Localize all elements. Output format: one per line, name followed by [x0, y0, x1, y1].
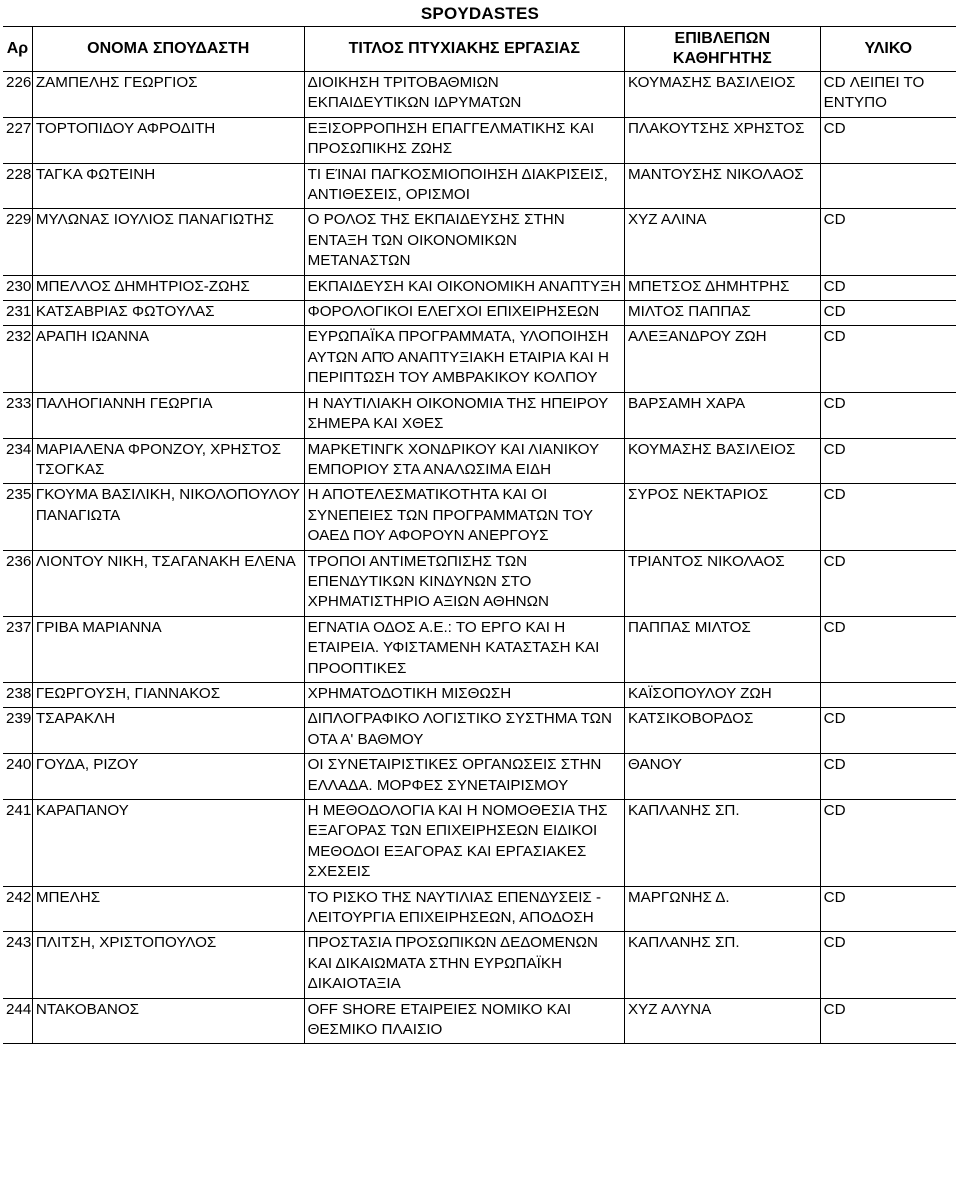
cell-material: CD — [820, 117, 956, 163]
cell-thesis-title: Η ΝΑΥΤΙΛΙΑΚΗ ΟΙΚΟΝΟΜΙΑ ΤΗΣ ΗΠΕΙΡΟΥ ΣΗΜΕΡΑ ΚΑΙ ΧΘΕΣ — [304, 392, 624, 438]
cell-no: 241 — [3, 800, 32, 887]
table-row — [3, 438, 956, 484]
cell-student-name: ΓΟΥΔΑ, ΡΙΖΟΥ — [32, 754, 304, 800]
cell-thesis-title: ΕΞΙΣΟΡΡΟΠΗΣΗ ΕΠΑΓΓΕΛΜΑΤΙΚΗΣ ΚΑΙ ΠΡΟΣΩΠΙΚΗΣ ΖΩΗΣ — [304, 117, 624, 163]
cell-supervisor: ΣΥΡΟΣ ΝΕΚΤΑΡΙΟΣ — [624, 484, 820, 550]
cell-thesis-title: ΕΚΠΑΙΔΕΥΣΗ ΚΑΙ ΟΙΚΟΝΟΜΙΚΗ ΑΝΑΠΤΥΞΗ — [304, 275, 624, 300]
table-row — [3, 754, 956, 800]
cell-supervisor: ΚΑΠΛΑΝΗΣ ΣΠ. — [624, 932, 820, 998]
table-row — [3, 886, 956, 932]
table-row — [3, 326, 956, 392]
cell-material: CD — [820, 998, 956, 1044]
cell-student-name: ΓΕΩΡΓΟΥΣΗ, ΓΙΑΝΝΑΚΟΣ — [32, 682, 304, 707]
cell-thesis-title: ΜΑΡΚΕΤΙΝΓΚ ΧΟΝΔΡΙΚΟΥ ΚΑΙ ΛΙΑΝΙΚΟΥ ΕΜΠΟΡΙΟΥ ΣΤΑ ΑΝΑΛΩΣΙΜΑ ΕΙΔΗ — [304, 438, 624, 484]
table-row — [3, 72, 956, 118]
thesis-table — [3, 26, 956, 1044]
cell-thesis-title: ΤΡΟΠΟΙ ΑΝΤΙΜΕΤΩΠΙΣΗΣ ΤΩΝ ΕΠΕΝΔΥΤΙΚΩΝ ΚΙΝΔΥΝΩΝ ΣΤΟ ΧΡΗΜΑΤΙΣΤΗΡΙΟ ΑΞΙΩΝ ΑΘΗΝΩΝ — [304, 550, 624, 616]
cell-supervisor: ΠΑΠΠΑΣ ΜΙΛΤΟΣ — [624, 616, 820, 682]
cell-student-name: ΠΛΙΤΣΗ, ΧΡΙΣΤΟΠΟΥΛΟΣ — [32, 932, 304, 998]
cell-supervisor: ΜΙΛΤΟΣ ΠΑΠΠΑΣ — [624, 301, 820, 326]
cell-thesis-title: OFF SHORE ΕΤΑΙΡΕΙΕΣ ΝΟΜΙΚΟ ΚΑΙ ΘΕΣΜΙΚΟ ΠΛΑΙΣΙΟ — [304, 998, 624, 1044]
cell-no: 243 — [3, 932, 32, 998]
cell-supervisor: ΚΟΥΜΑΣΗΣ ΒΑΣΙΛΕΙΟΣ — [624, 438, 820, 484]
cell-thesis-title: ΧΡΗΜΑΤΟΔΟΤΙΚΗ ΜΙΣΘΩΣΗ — [304, 682, 624, 707]
cell-no: 238 — [3, 682, 32, 707]
cell-thesis-title: Η ΜΕΘΟΔΟΛΟΓΙΑ ΚΑΙ Η ΝΟΜΟΘΕΣΙΑ ΤΗΣ ΕΞΑΓΟΡΑΣ ΤΩΝ ΕΠΙΧΕΙΡΗΣΕΩΝ ΕΙΔΙΚΟΙ ΜΕΘΟΔΟΙ ΕΞΑΓΟΡΑΣ ΚΑΙ ΕΡΓΑΣΙΑΚΕΣ ΣΧΕΣΕΙΣ — [304, 800, 624, 887]
cell-thesis-title: ΔΙΠΛΟΓΡΑΦΙΚΟ ΛΟΓΙΣΤΙΚΟ ΣΥΣΤΗΜΑ ΤΩΝ ΟΤΑ Α' ΒΑΘΜΟΥ — [304, 708, 624, 754]
cell-material: CD ΛΕΙΠΕΙ ΤΟ ΕΝΤΥΠΟ — [820, 72, 956, 118]
cell-thesis-title: Ο ΡΟΛΟΣ ΤΗΣ ΕΚΠΑΙΔΕΥΣΗΣ ΣΤΗΝ ΕΝΤΑΞΗ ΤΩΝ ΟΙΚΟΝΟΜΙΚΩΝ ΜΕΤΑΝΑΣΤΩΝ — [304, 209, 624, 275]
cell-material: CD — [820, 301, 956, 326]
table-row — [3, 616, 956, 682]
cell-student-name: ΑΡΑΠΗ ΙΩΑΝΝΑ — [32, 326, 304, 392]
table-row — [3, 301, 956, 326]
cell-student-name: ΚΑΤΣΑΒΡΙΑΣ ΦΩΤΟΥΛΑΣ — [32, 301, 304, 326]
cell-supervisor: ΧΥΖ ΑΛΙΝΑ — [624, 209, 820, 275]
cell-supervisor: ΜΠΕΤΣΟΣ ΔΗΜΗΤΡΗΣ — [624, 275, 820, 300]
table-row — [3, 209, 956, 275]
cell-no: 234 — [3, 438, 32, 484]
cell-no: 231 — [3, 301, 32, 326]
cell-thesis-title: ΟΙ ΣΥΝΕΤΑΙΡΙΣΤΙΚΕΣ ΟΡΓΑΝΩΣΕΙΣ ΣΤΗΝ ΕΛΛΑΔΑ. ΜΟΡΦΕΣ ΣΥΝΕΤΑΙΡΙΣΜΟΥ — [304, 754, 624, 800]
cell-supervisor: ΚΑΠΛΑΝΗΣ ΣΠ. — [624, 800, 820, 887]
cell-material: CD — [820, 438, 956, 484]
cell-supervisor: ΜΑΝΤΟΥΣΗΣ ΝΙΚΟΛΑΟΣ — [624, 163, 820, 209]
cell-no: 228 — [3, 163, 32, 209]
cell-thesis-title: ΕΥΡΩΠΑΪΚΑ ΠΡΟΓΡΑΜΜΑΤΑ, ΥΛΟΠΟΙΗΣΗ ΑΥΤΩΝ ΑΠΌ ΑΝΑΠΤΥΞΙΑΚΗ ΕΤΑΙΡΙΑ ΚΑΙ Η ΠΕΡΙΠΤΩΣΗ ΤΟΥ ΑΜΒΡΑΚΙΚΟΥ ΚΟΛΠΟΥ — [304, 326, 624, 392]
cell-thesis-title: ΔΙΟΙΚΗΣΗ ΤΡΙΤΟΒΑΘΜΙΩΝ ΕΚΠΑΙΔΕΥΤΙΚΩΝ ΙΔΡΥΜΑΤΩΝ — [304, 72, 624, 118]
cell-supervisor: ΤΡΙΑΝΤΟΣ ΝΙΚΟΛΑΟΣ — [624, 550, 820, 616]
cell-student-name: ΚΑΡΑΠΑΝΟΥ — [32, 800, 304, 887]
table-row — [3, 550, 956, 616]
cell-student-name: ΜΠΕΛΛΟΣ ΔΗΜΗΤΡΙΟΣ-ΖΩΗΣ — [32, 275, 304, 300]
cell-student-name: ΜΠΕΛΗΣ — [32, 886, 304, 932]
cell-no: 232 — [3, 326, 32, 392]
cell-student-name: ΜΥΛΩΝΑΣ ΙΟΥΛΙΟΣ ΠΑΝΑΓΙΩΤΗΣ — [32, 209, 304, 275]
table-row — [3, 163, 956, 209]
cell-student-name: ΜΑΡΙΑΛΕΝΑ ΦΡΟΝΖΟΥ, ΧΡΗΣΤΟΣ ΤΣΟΓΚΑΣ — [32, 438, 304, 484]
cell-student-name: ΝΤΑΚΟΒΑΝΟΣ — [32, 998, 304, 1044]
header-name: ΟΝΟΜΑ ΣΠΟΥΔΑΣΤΗ — [32, 27, 304, 72]
table-row — [3, 932, 956, 998]
cell-material: CD — [820, 754, 956, 800]
table-row — [3, 708, 956, 754]
cell-no: 229 — [3, 209, 32, 275]
cell-supervisor: ΒΑΡΣΑΜΗ ΧΑΡΑ — [624, 392, 820, 438]
cell-material — [820, 163, 956, 209]
cell-student-name: ΤΑΓΚΑ ΦΩΤΕΙΝΗ — [32, 163, 304, 209]
header-title: ΤΙΤΛΟΣ ΠΤΥΧΙΑΚΗΣ ΕΡΓΑΣΙΑΣ — [304, 27, 624, 72]
cell-material: CD — [820, 275, 956, 300]
cell-thesis-title: ΕΓΝΑΤΙΑ ΟΔΟΣ Α.Ε.: ΤΟ ΕΡΓΟ ΚΑΙ Η ΕΤΑΙΡΕΙΑ. ΥΦΙΣΤΑΜΕΝΗ ΚΑΤΑΣΤΑΣΗ ΚΑΙ ΠΡΟΟΠΤΙΚΕΣ — [304, 616, 624, 682]
cell-thesis-title: ΤΟ ΡΙΣΚΟ ΤΗΣ ΝΑΥΤΙΛΙΑΣ ΕΠΕΝΔΥΣΕΙΣ - ΛΕΙΤΟΥΡΓΙΑ ΕΠΙΧΕΙΡΗΣΕΩΝ, ΑΠΟΔΟΣΗ — [304, 886, 624, 932]
cell-supervisor: ΜΑΡΓΩΝΗΣ Δ. — [624, 886, 820, 932]
header-no: Αρ — [3, 27, 32, 72]
cell-material: CD — [820, 209, 956, 275]
cell-student-name: ΠΑΛΗΟΓΙΑΝΝΗ ΓΕΩΡΓΙΑ — [32, 392, 304, 438]
document-title: SPOYDASTES — [420, 4, 540, 23]
cell-supervisor: ΠΛΑΚΟΥΤΣΗΣ ΧΡΗΣΤΟΣ — [624, 117, 820, 163]
cell-supervisor: ΘΑΝΟΥ — [624, 754, 820, 800]
cell-student-name: ΓΡΙΒΑ ΜΑΡΙΑΝΝΑ — [32, 616, 304, 682]
cell-student-name: ΤΟΡΤΟΠΙΔΟΥ ΑΦΡΟΔΙΤΗ — [32, 117, 304, 163]
cell-material: CD — [820, 886, 956, 932]
cell-no: 236 — [3, 550, 32, 616]
cell-no: 242 — [3, 886, 32, 932]
table-row — [3, 998, 956, 1044]
cell-supervisor: ΚΑΤΣΙΚΟΒΟΡΔΟΣ — [624, 708, 820, 754]
table-row — [3, 800, 956, 887]
cell-no: 237 — [3, 616, 32, 682]
cell-material: CD — [820, 484, 956, 550]
header-material: ΥΛΙΚΟ — [820, 27, 956, 72]
cell-no: 244 — [3, 998, 32, 1044]
cell-no: 227 — [3, 117, 32, 163]
cell-material — [820, 682, 956, 707]
cell-material: CD — [820, 708, 956, 754]
cell-student-name: ΤΣΑΡΑΚΛΗ — [32, 708, 304, 754]
cell-no: 235 — [3, 484, 32, 550]
table-body — [3, 72, 956, 1044]
cell-material: CD — [820, 550, 956, 616]
cell-thesis-title: Η ΑΠΟΤΕΛΕΣΜΑΤΙΚΟΤΗΤΑ ΚΑΙ ΟΙ ΣΥΝΕΠΕΙΕΣ ΤΩΝ ΠΡΟΓΡΑΜΜΑΤΩΝ ΤΟΥ ΟΑΕΔ ΠΟΥ ΑΦΟΡΟΥΝ ΑΝΕΡΓΟΥΣ — [304, 484, 624, 550]
table-row — [3, 682, 956, 707]
header-row — [3, 27, 956, 72]
cell-no: 230 — [3, 275, 32, 300]
cell-material: CD — [820, 616, 956, 682]
table-row — [3, 392, 956, 438]
cell-supervisor: ΧΥΖ ΑΛΥΝΑ — [624, 998, 820, 1044]
cell-no: 233 — [3, 392, 32, 438]
cell-material: CD — [820, 800, 956, 887]
table-row — [3, 117, 956, 163]
cell-no: 226 — [3, 72, 32, 118]
table-row — [3, 275, 956, 300]
cell-thesis-title: ΠΡΟΣΤΑΣΙΑ ΠΡΟΣΩΠΙΚΩΝ ΔΕΔΟΜΕΝΩΝ ΚΑΙ ΔΙΚΑΙΩΜΑΤΑ ΣΤΗΝ ΕΥΡΩΠΑΪΚΗ ΔΙΚΑΙΟΤΑΞΙΑ — [304, 932, 624, 998]
cell-student-name: ΖΑΜΠΕΛΗΣ ΓΕΩΡΓΙΟΣ — [32, 72, 304, 118]
cell-no: 239 — [3, 708, 32, 754]
cell-supervisor: ΚΟΥΜΑΣΗΣ ΒΑΣΙΛΕΙΟΣ — [624, 72, 820, 118]
cell-thesis-title: ΦΟΡΟΛΟΓΙΚΟΙ ΕΛΕΓΧΟΙ ΕΠΙΧΕΙΡΗΣΕΩΝ — [304, 301, 624, 326]
cell-material: CD — [820, 932, 956, 998]
cell-material: CD — [820, 326, 956, 392]
cell-student-name: ΓΚΟΥΜΑ ΒΑΣΙΛΙΚΗ, ΝΙΚΟΛΟΠΟΥΛΟΥ ΠΑΝΑΓΙΩΤΑ — [32, 484, 304, 550]
cell-thesis-title: ΤΙ ΕΊΝΑΙ ΠΑΓΚΟΣΜΙΟΠΟΙΗΣΗ ΔΙΑΚΡΙΣΕΙΣ, ΑΝΤΙΘΕΣΕΙΣ, ΟΡΙΣΜΟΙ — [304, 163, 624, 209]
header-supervisor: ΕΠΙΒΛΕΠΩΝ ΚΑΘΗΓΗΤΗΣ — [624, 27, 820, 72]
table-row — [3, 484, 956, 550]
cell-supervisor: ΚΑΪΣΟΠΟΥΛΟΥ ΖΩΗ — [624, 682, 820, 707]
cell-no: 240 — [3, 754, 32, 800]
cell-student-name: ΛΙΟΝΤΟΥ ΝΙΚΗ, ΤΣΑΓΑΝΑΚΗ ΕΛΕΝΑ — [32, 550, 304, 616]
cell-material: CD — [820, 392, 956, 438]
cell-supervisor: ΑΛΕΞΑΝΔΡΟΥ ΖΩΗ — [624, 326, 820, 392]
